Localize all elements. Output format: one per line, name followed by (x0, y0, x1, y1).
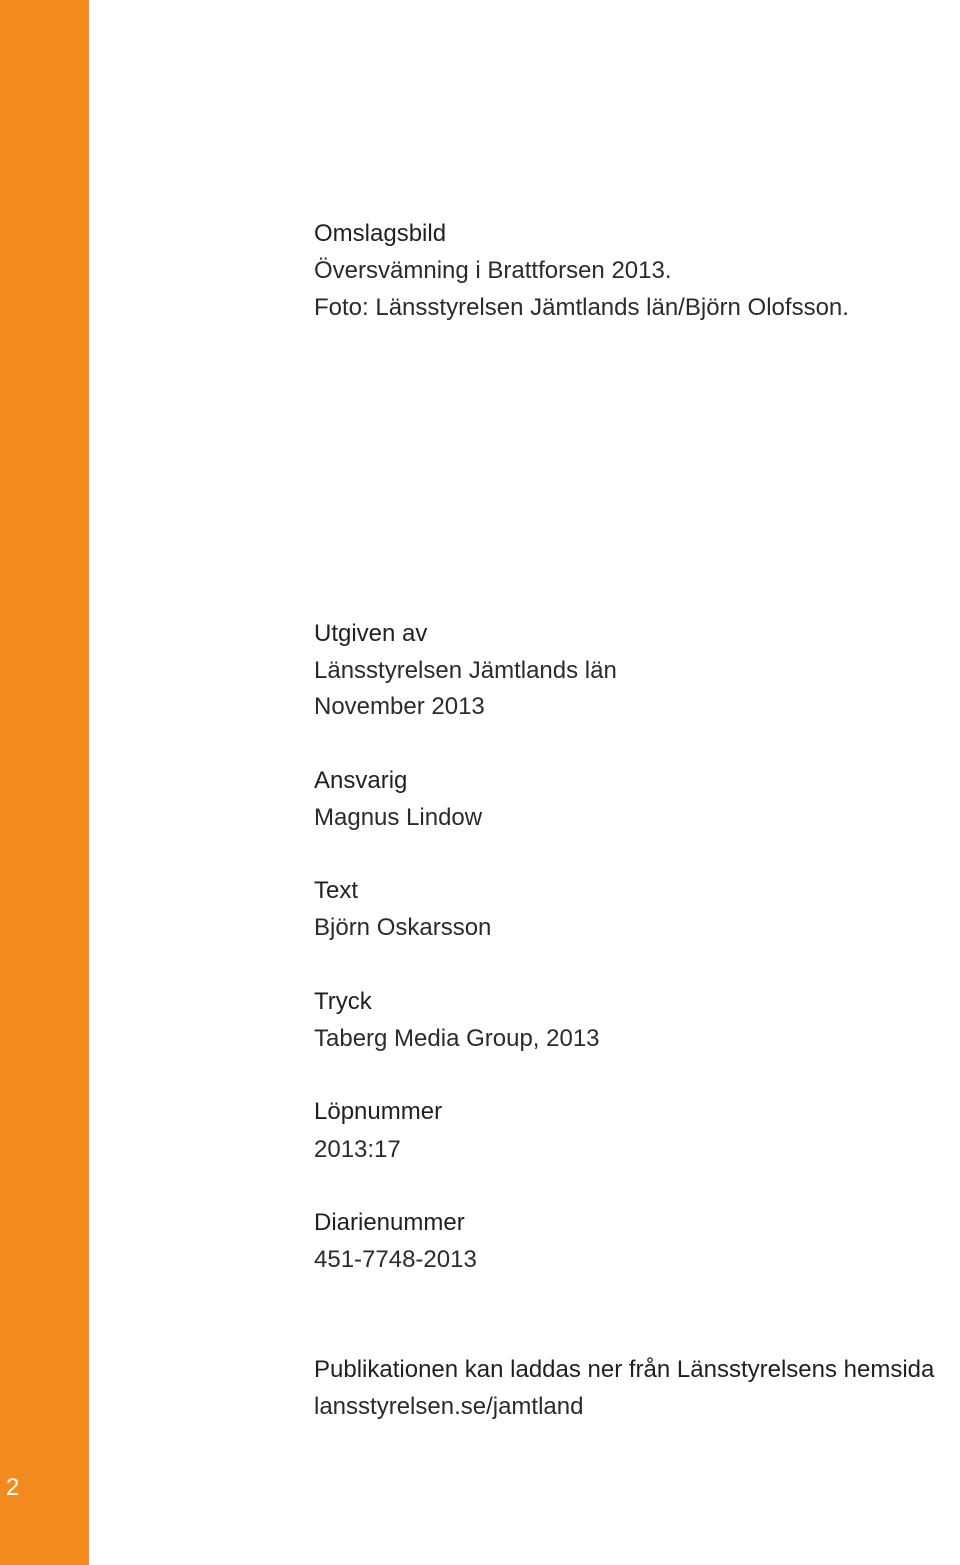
serial-number-value: 2013:17 (314, 1136, 401, 1163)
cover-heading: Omslagsbild (314, 220, 447, 247)
registry-number-value: 451-7748-2013 (314, 1246, 477, 1273)
publish-date: November 2013 (314, 693, 485, 720)
print-value: Taberg Media Group, 2013 (314, 1025, 600, 1052)
orange-side-bar (0, 0, 89, 1565)
publisher-name: Länsstyrelsen Jämtlands län (314, 657, 617, 684)
print-label: Tryck (314, 988, 372, 1015)
responsible-label: Ansvarig (314, 767, 408, 794)
responsible-value: Magnus Lindow (314, 804, 483, 831)
cover-photo-credit: Foto: Länsstyrelsen Jämtlands län/Björn Olofsson. (314, 294, 849, 321)
serial-number-label: Löpnummer (314, 1098, 443, 1125)
page-number: 2 (6, 1474, 20, 1501)
publisher-label: Utgiven av (314, 620, 428, 647)
text-author-value: Björn Oskarsson (314, 914, 492, 941)
registry-number-label: Diarienummer (314, 1209, 465, 1236)
text-author-label: Text (314, 877, 359, 904)
download-text: Publikationen kan laddas ner från Länsstyrelsens hemsida (314, 1356, 935, 1383)
cover-caption: Översvämning i Brattforsen 2013. (314, 257, 672, 284)
download-url[interactable]: lansstyrelsen.se/jamtland (314, 1393, 584, 1420)
